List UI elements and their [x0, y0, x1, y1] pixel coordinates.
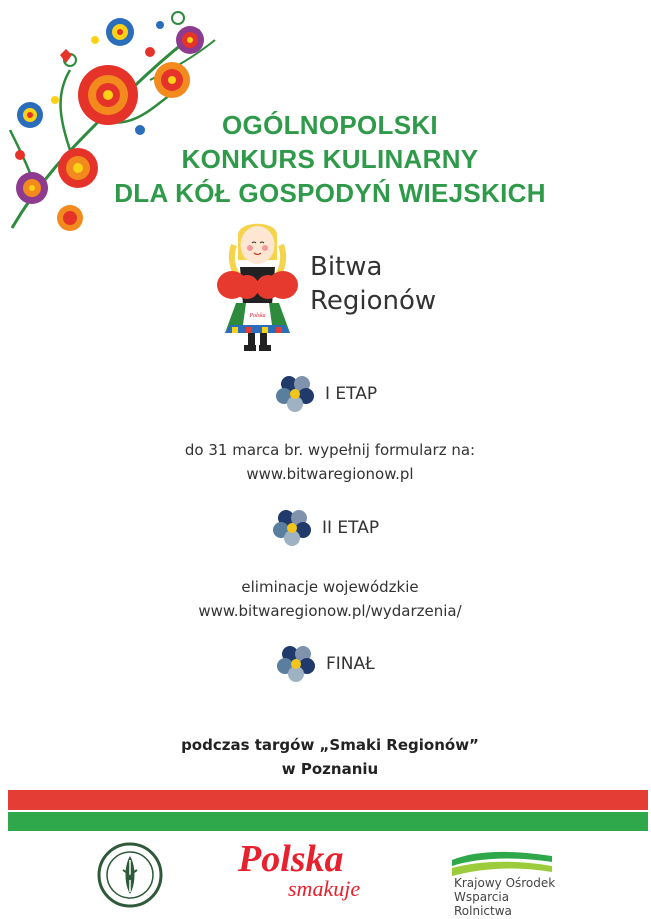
final-line-1: podczas targów „Smaki Regionów”	[181, 736, 479, 754]
polska-smakuje-main: Polska	[238, 838, 344, 880]
mascot-apron-text: Polska	[249, 313, 266, 319]
stage-2-heading	[272, 508, 379, 548]
mascot-girl-illustration	[210, 215, 305, 355]
bitwa-regionow-logo-text	[310, 250, 480, 318]
title-line-2: KONKURS KULINARNY	[181, 144, 479, 174]
green-stripe	[8, 812, 648, 831]
final-label: FINAŁ	[326, 654, 375, 674]
stage-1-heading	[275, 374, 377, 414]
kowr-text	[454, 876, 564, 918]
final-location-text	[140, 733, 520, 781]
brand-line-1: Bitwa	[310, 252, 383, 282]
stage-1-line-1: do 31 marca br. wypełnij formularz na:	[184, 441, 476, 459]
contest-title	[90, 108, 570, 210]
title-line-3: DLA KÓŁ GOSPODYŃ WIEJSKICH	[114, 178, 546, 208]
stage-2-label: II ETAP	[322, 518, 380, 538]
stage-1-label: I ETAP	[325, 384, 378, 404]
stage-1-description	[120, 438, 540, 486]
kowr-logo	[452, 850, 562, 918]
final-heading	[276, 644, 375, 684]
stage-2-url[interactable]: www.bitwaregionow.pl/wydarzenia/	[198, 602, 462, 620]
final-line-2: w Poznaniu	[281, 760, 379, 778]
title-line-1: OGÓLNOPOLSKI	[222, 110, 438, 140]
ministry-seal-icon	[97, 842, 163, 908]
red-stripe	[8, 790, 648, 810]
kowr-line-1: Krajowy Ośrodek	[454, 876, 556, 890]
flower-dots-icon	[275, 374, 315, 414]
polska-smakuje-logo	[238, 838, 388, 910]
stage-2-line-1: eliminacje wojewódzkie	[241, 578, 419, 596]
flower-dots-icon	[272, 508, 312, 548]
flower-dots-icon	[276, 644, 316, 684]
kowr-line-2: Wsparcia Rolnictwa	[454, 890, 512, 918]
brand-line-2: Regionów	[310, 286, 437, 316]
polska-smakuje-sub: smakuje	[288, 876, 361, 901]
stage-2-description	[120, 575, 540, 623]
stage-1-url[interactable]: www.bitwaregionow.pl	[246, 465, 414, 483]
kowr-waves-logo	[452, 850, 552, 876]
